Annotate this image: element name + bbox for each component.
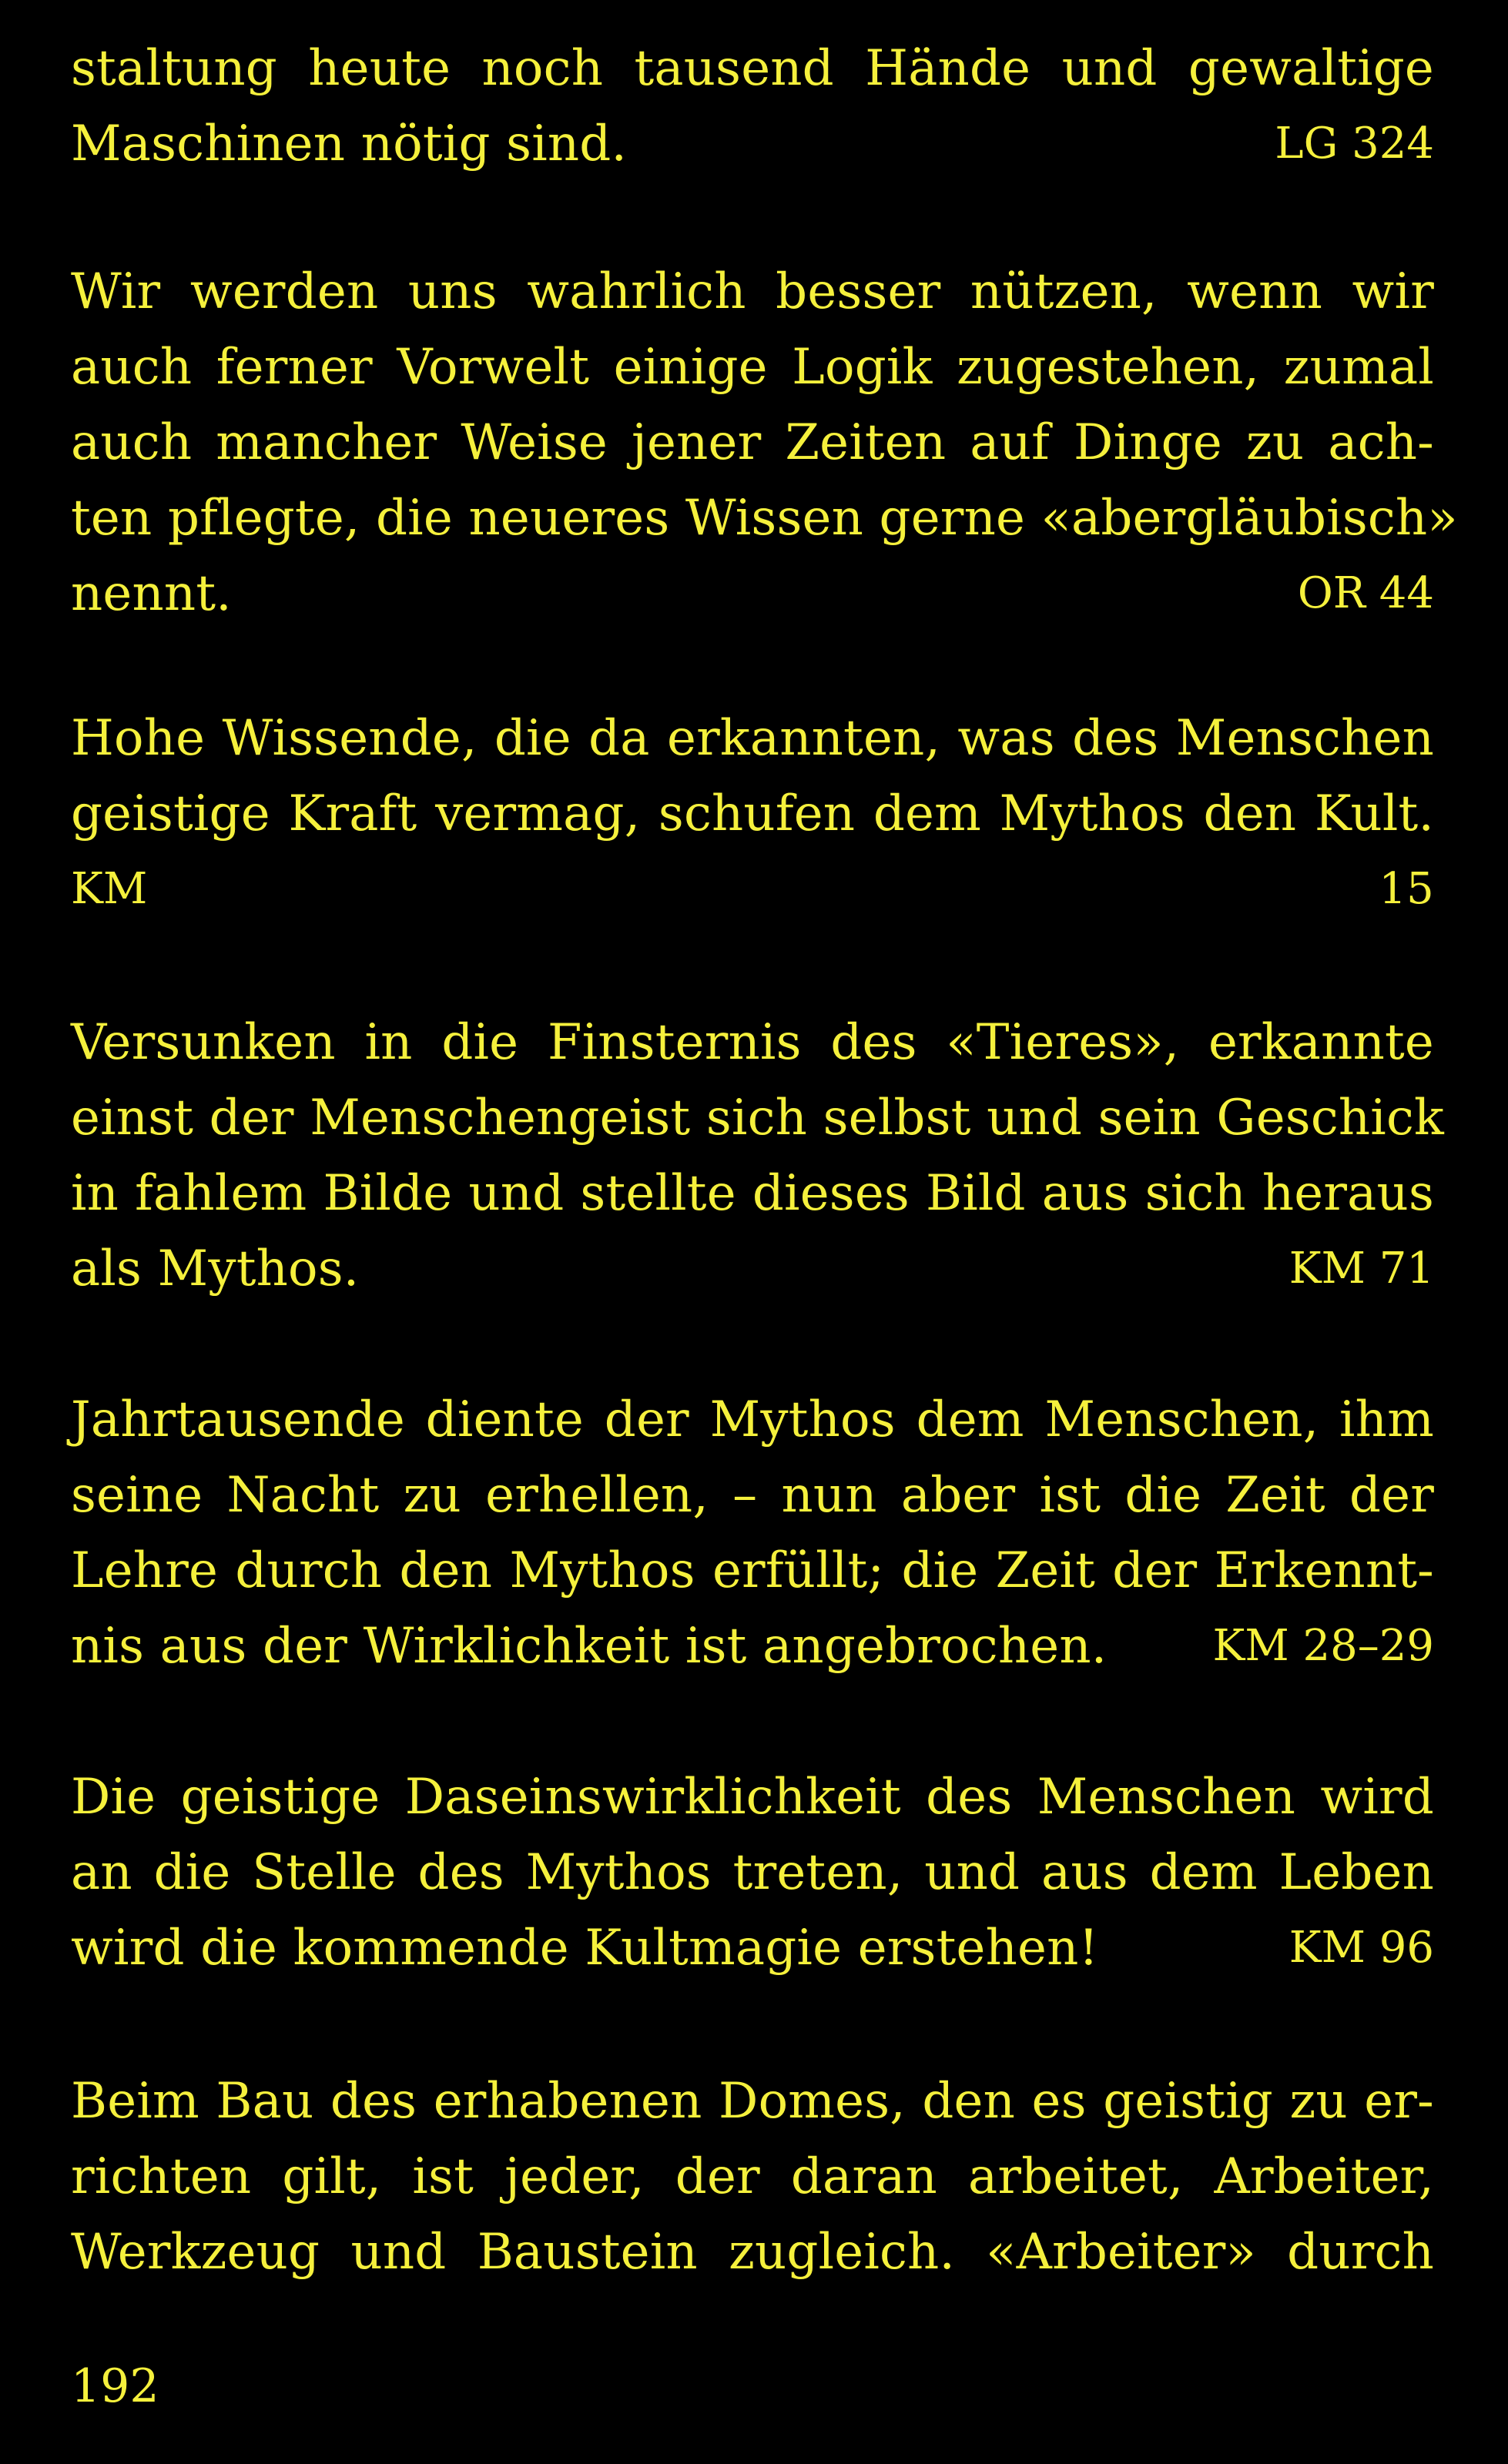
- text-line: [71, 1609, 1434, 1684]
- text-line: richten gilt, ist jeder, der daran arbeitet, Arbeiter,: [71, 2148, 1434, 2205]
- quote-block: [71, 1759, 1434, 1986]
- source-reference: KM 15: [71, 864, 1434, 914]
- text-line: seine Nacht zu erhellen, – nun aber ist die Zeit der: [71, 1467, 1434, 1524]
- text-line: Lehre durch den Mythos erfüllt; die Zeit der Erkennt-: [71, 1542, 1434, 1599]
- text-line: an die Stelle des Mythos treten, und aus dem Leben: [71, 1844, 1434, 1901]
- text-line: auch mancher Weise jener Zeiten auf Dinge zu ach-: [71, 414, 1434, 471]
- text-line-content: nennt.: [71, 565, 232, 622]
- text-line: staltung heute noch tausend Hände und gewaltige: [71, 40, 1434, 97]
- text-line: Werkzeug und Baustein zugleich. «Arbeiter» durch: [71, 2224, 1434, 2281]
- text-line: [71, 556, 1434, 631]
- text-line: geistige Kraft vermag, schufen dem Mythos den Kult.: [71, 785, 1434, 842]
- text-line: [71, 106, 1434, 182]
- quote-block: [71, 1005, 1444, 1307]
- quote-block: [71, 254, 1458, 631]
- source-reference: KM 28–29: [1212, 1621, 1434, 1671]
- text-line: Jahrtausende diente der Mythos dem Menschen, ihm: [71, 1391, 1434, 1448]
- text-line: Hohe Wissende, die da erkannten, was des Menschen: [71, 710, 1434, 767]
- page-number: 192: [71, 2359, 159, 2413]
- text-line: Beim Bau des erhabenen Domes, den es geistig zu er-: [71, 2073, 1434, 2130]
- source-reference: KM 71: [1289, 1244, 1434, 1294]
- text-line-content: Maschinen nötig sind.: [71, 116, 628, 172]
- source-reference: LG 324: [1275, 119, 1434, 169]
- source-reference: OR 44: [1297, 568, 1434, 618]
- quote-block: [71, 701, 1434, 927]
- quote-block: [71, 2064, 1434, 2290]
- text-line: Die geistige Daseinswirklichkeit des Menschen wird: [71, 1769, 1434, 1826]
- text-line: ten pflegte, die neueres Wissen gerne «abergläubisch»: [71, 490, 1458, 547]
- quote-block: [71, 31, 1434, 182]
- text-line: Wir werden uns wahrlich besser nützen, wenn wir: [71, 263, 1434, 320]
- text-line: [71, 1231, 1434, 1307]
- text-line-content: nis aus der Wirklichkeit ist angebrochen.: [71, 1618, 1108, 1675]
- text-line: auch ferner Vorwelt einige Logik zugestehen, zumal: [71, 339, 1434, 396]
- quote-block: [71, 1382, 1434, 1684]
- text-line: in fahlem Bilde und stellte dieses Bild aus sich heraus: [71, 1165, 1434, 1222]
- source-reference: KM 96: [1289, 1923, 1434, 1973]
- text-line-content: als Mythos.: [71, 1240, 360, 1297]
- text-line: Versunken in die Finsternis des «Tieres», erkannte: [71, 1014, 1434, 1071]
- text-line-content: wird die kommende Kultmagie erstehen!: [71, 1920, 1099, 1977]
- text-line: einst der Menschengeist sich selbst und sein Geschick: [71, 1090, 1444, 1147]
- text-line: [71, 1910, 1434, 1986]
